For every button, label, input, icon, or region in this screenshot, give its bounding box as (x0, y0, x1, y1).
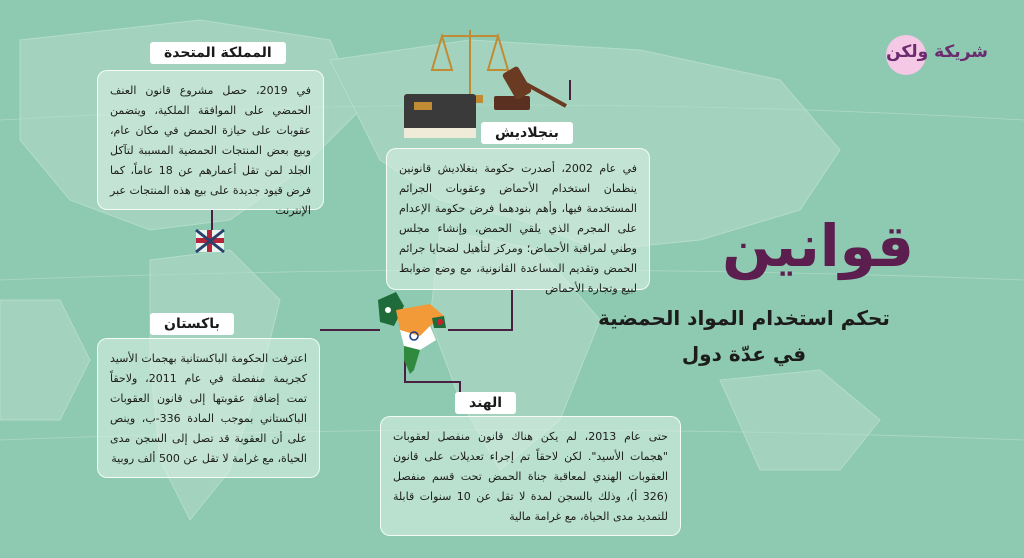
card-bangladesh: في عام 2002، أصدرت حكومة بنغلاديش قانونين ينظمان استخدام الأحماض وعقوبات الجرائم المستخدمة فيها، وأهم بنودهما فرض حكومة الإعدام على المجرم الذي يلقي الحمض، وإنشاء مجلس وطني لمراقبة الأحماض؛ ومركز لتأهيل لضحايا جرائم الحمض وتقديم المساعدة القانونية، مع وضع ضوابط لبيع وتجارة الأحماض (386, 148, 650, 290)
south-asia-map-icon (378, 292, 446, 374)
card-uk: في 2019، حصل مشروع قانون العنف الحمضي على الموافقة الملكية، ويتضمن عقوبات على حيازة الحمض في مكان عام، وبيع بعض المنتجات الحمضية المسببة لتآكل الجلد لمن تقل أعمارهم عن 18 عاماً، كما فرض قيود جديدة على بيع هذه المنتجات عبر الإنترنت (97, 70, 324, 210)
page-title: قوانين (722, 212, 914, 280)
label-bangladesh: بنجلاديش (481, 122, 573, 144)
gavel-icon (494, 66, 566, 110)
subtitle-line-1: تحكم استخدام المواد الحمضية (598, 306, 890, 330)
label-uk: المملكة المتحدة (150, 42, 286, 64)
label-pakistan: باكستان (150, 313, 234, 335)
uk-flag-icon (196, 230, 224, 252)
scales-of-justice-icon (432, 30, 508, 102)
law-book-icon (404, 94, 476, 138)
logo-text: شريكة ولكن (886, 42, 988, 62)
card-pakistan: اعترفت الحكومة الباكستانية بهجمات الأسيد كجريمة منفصلة في عام 2011، ولاحقاً تمت إضافة عقوبتها إلى قانون العقوبات الباكستاني بموجب المادة 336-ب، وينص على أن العقوبة قد تصل إلى السجن مدى الحياة، مع غرامة لا تقل عن 500 ألف روبية (97, 338, 320, 478)
brand-logo[interactable] (884, 33, 994, 77)
subtitle-line-2: في عدّة دول (681, 342, 807, 366)
page-subtitle (584, 300, 904, 372)
card-india: حتى عام 2013، لم يكن هناك قانون منفصل لعقوبات "هجمات الأسيد". لكن لاحقاً تم إجراء تعديلات على قانون العقوبات الهندي لمعاقبة جناة الحمض تحت قسم منفصل (326 أ)، وذلك بالسجن لمدة لا تقل عن 10 سنوات قابلة للتمديد مدى الحياة، مع غرامة مالية (380, 416, 681, 536)
label-india: الهند (455, 392, 516, 414)
